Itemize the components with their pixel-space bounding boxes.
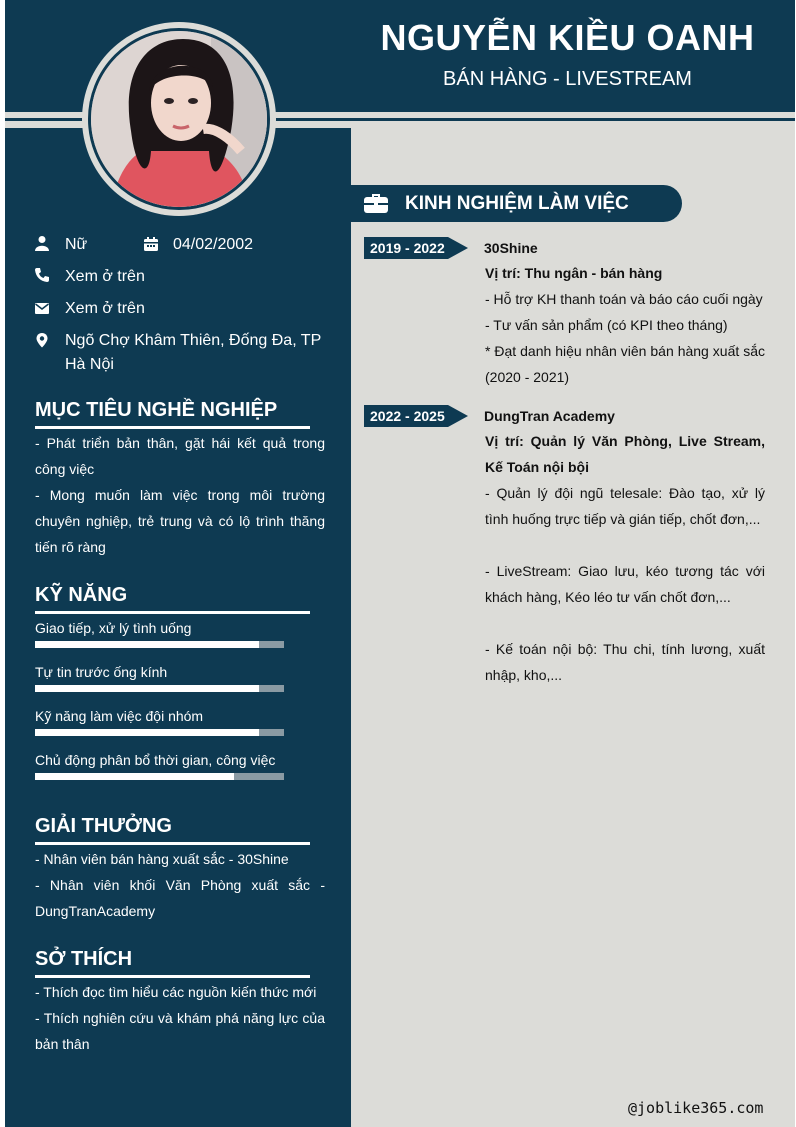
avatar-photo [91,31,267,207]
awards-title: GIẢI THƯỞNG [35,815,172,837]
email-icon [34,300,50,316]
skill-bar [35,685,284,692]
briefcase-icon [363,191,389,215]
phone-icon [34,267,50,283]
skill-label: Chủ động phân bổ thời gian, công việc [35,752,276,768]
job-line: - Hỗ trợ KH thanh toán và báo cáo cuối ngày [485,291,763,307]
birthday-value: 04/02/2002 [173,236,254,253]
job-line: - Tư vấn sản phẩm (có KPI theo tháng) [485,317,728,333]
skill-bar-fill [35,685,259,692]
objective-title: MỤC TIÊU NGHỀ NGHIỆP [35,399,278,421]
hobby-line: - Thích đọc tìm hiểu các nguồn kiến thức mới [35,984,317,1000]
candidate-role: BÁN HÀNG - LIVESTREAM [443,68,692,90]
objective-line: - Phát triển bản thân, gặt hái kết quả trong công việc [35,435,325,477]
skill-label: Kỹ năng làm việc đội nhóm [35,708,204,724]
skill-bar-fill [35,773,234,780]
skill-bar-fill [35,641,259,648]
job-line: - Kế toán nội bộ: Thu chi, tính lương, xuất nhập, kho,... [485,641,765,683]
job-line: - Quản lý đội ngũ telesale: Đào tạo, xử lý tình huống trực tiếp và gián tiếp, chốt đơn,... [485,485,765,527]
watermark: @joblike365.com [628,1099,764,1117]
skill-bar-fill [35,729,259,736]
avatar [88,28,270,210]
job-line: * Đạt danh hiệu nhân viên bán hàng xuất sắc (2020 - 2021) [485,343,765,385]
user-icon [34,235,50,251]
hobbies-text [35,979,325,1057]
job-position: Vị trí: Quản lý Văn Phòng, Live Stream, Kế Toán nội bội [485,433,765,475]
candidate-name: NGUYỄN KIỀU OANH [380,17,755,58]
calendar-icon [143,236,159,252]
location-icon [34,332,50,348]
skill-bar [35,641,284,648]
job-line: - LiveStream: Giao lưu, kéo tương tác với khách hàng, Kéo léo tư vấn chốt đơn,... [485,563,765,605]
job-position: Vị trí: Thu ngân - bán hàng [485,265,663,281]
cv-page [5,0,795,1127]
hobbies-underline [35,975,310,978]
email-value: Xem ở trên [65,300,145,317]
skill-bar [35,773,284,780]
gender-value: Nữ [65,236,88,253]
skill-label: Tự tin trước ống kính [35,664,168,680]
experience-title: KINH NGHIỆM LÀM VIỆC [405,193,629,214]
awards-text [35,846,325,924]
objective-text [35,430,325,560]
job-period: 2022 - 2025 [370,408,445,424]
skills-underline [35,611,310,614]
address-value: Ngõ Chợ Khâm Thiên, Đống Đa, TP Hà Nội [65,332,321,373]
skill-label: Giao tiếp, xử lý tình uống [35,620,192,636]
hobby-line: - Thích nghiên cứu và khám phá năng lực của bản thân [35,1010,325,1052]
objective-line: - Mong muốn làm việc trong môi trường chuyên nghiệp, trẻ trung và có lộ trình thăng tiến rõ ràng [35,487,325,555]
award-line: - Nhân viên khối Văn Phòng xuất sắc - DungTranAcademy [35,877,325,919]
skills-title: KỸ NĂNG [35,584,128,606]
hobbies-title: SỞ THÍCH [35,948,133,970]
phone-value: Xem ở trên [65,268,145,285]
skill-bar [35,729,284,736]
job-details [485,260,765,390]
job-period: 2019 - 2022 [370,240,445,256]
job-details [485,428,765,688]
award-line: - Nhân viên bán hàng xuất sắc - 30Shine [35,851,289,867]
job-company: 30Shine [484,240,538,256]
job-company: DungTran Academy [484,408,615,424]
awards-underline [35,842,310,845]
objective-underline [35,426,310,429]
